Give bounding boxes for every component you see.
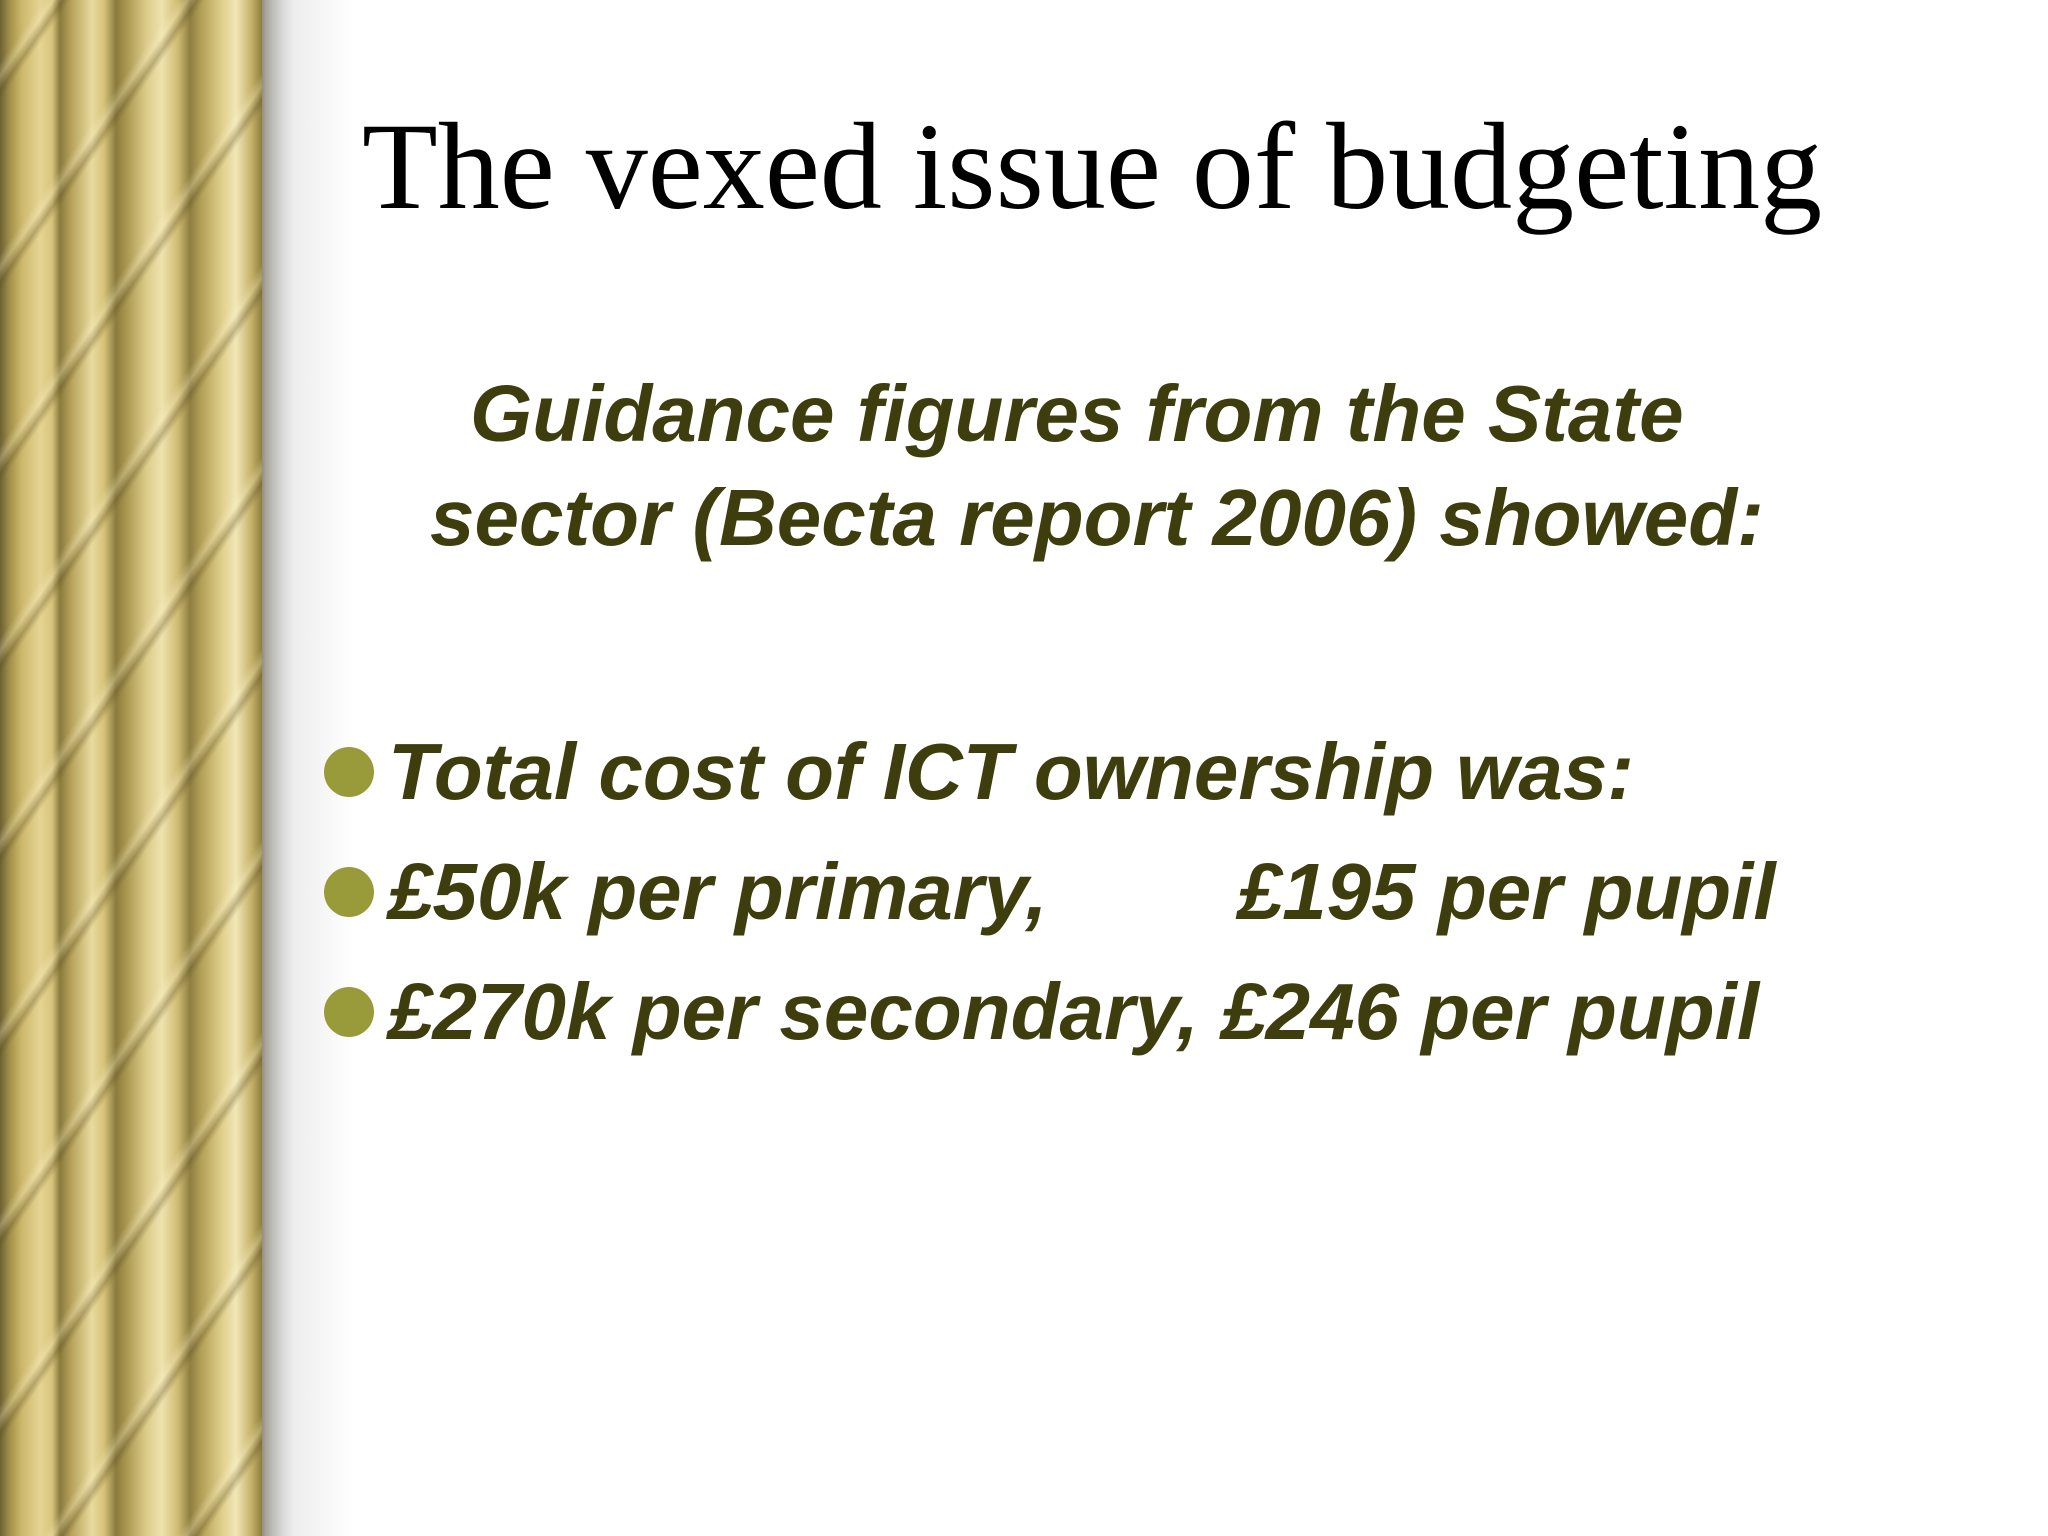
circle-bullet-icon	[324, 747, 374, 797]
bullet-text-primary-per-pupil: £195 per pupil	[1237, 847, 1776, 936]
circle-bullet-icon	[324, 867, 374, 917]
bullet-item-secondary	[324, 952, 1776, 1072]
bullet-item-primary	[324, 832, 1776, 952]
circle-bullet-icon	[324, 987, 374, 1037]
bullet-item-total-cost	[324, 712, 1776, 832]
bullet-list	[324, 712, 1776, 1072]
column-stripes	[0, 0, 262, 1536]
subheading	[430, 362, 2030, 570]
subheading-line-2: sector (Becta report 2006) showed:	[430, 473, 1764, 562]
subheading-line-1: Guidance figures from the State	[470, 369, 1684, 458]
bullet-text: Total cost of ICT ownership was:	[388, 727, 1635, 816]
slide-title: The vexed issue of budgeting	[362, 98, 1823, 235]
bullet-text-primary-cost: £50k per primary,	[388, 847, 1048, 936]
bullet-text: £270k per secondary, £246 per pupil	[388, 967, 1760, 1056]
